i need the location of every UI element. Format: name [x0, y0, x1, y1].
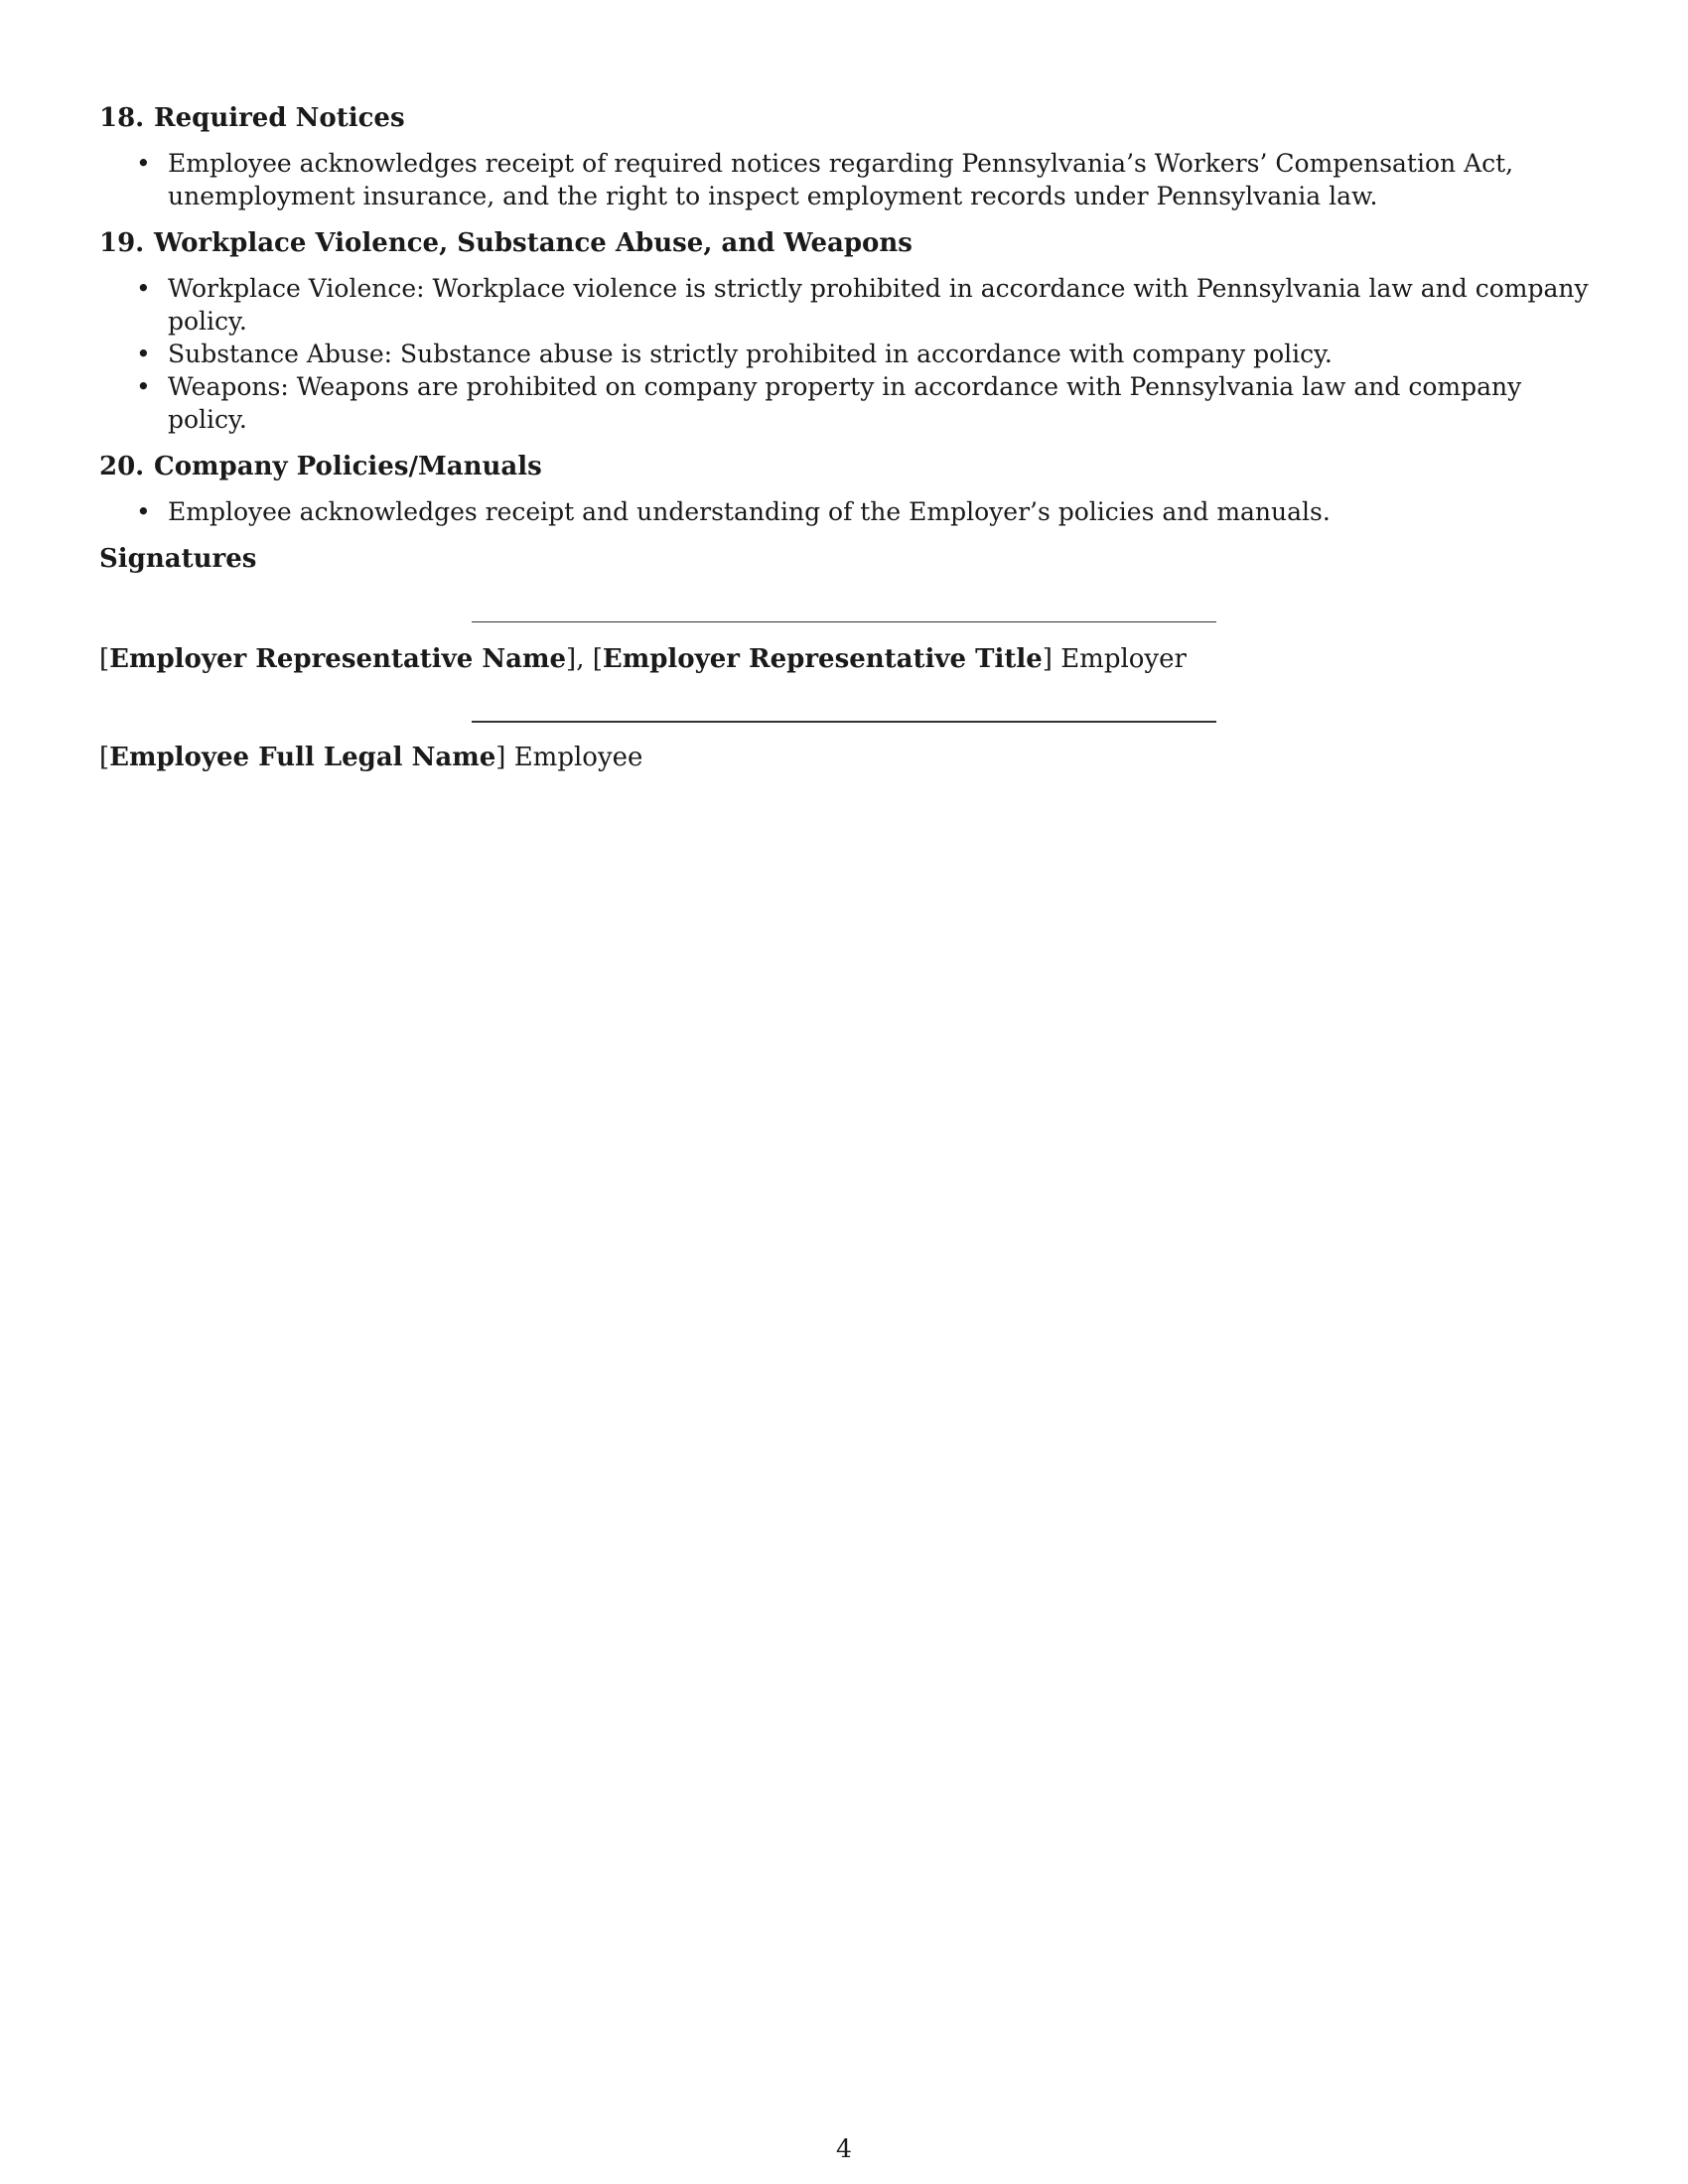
- list-item-text: Employee acknowledges receipt of required notices regarding Pennsylvania’s Workers’ Compensation Act, unemployment insurance, and the right to inspect employment records under Pennsylvania law.: [168, 149, 1514, 210]
- employee-role: Employee: [513, 743, 643, 772]
- document-page: [99, 99, 1599, 776]
- list-item-text: Weapons: Weapons are prohibited on company property in accordance with Pennsylvania law and company policy.: [168, 372, 1522, 434]
- section-number: 19.: [99, 228, 145, 258]
- bullet-icon: •: [136, 497, 151, 526]
- section-number: 20.: [99, 452, 145, 481]
- list-item-text: Substance Abuse: Substance abuse is strictly prohibited in accordance with company policy.: [168, 340, 1333, 368]
- list-item: [99, 370, 1599, 436]
- section-heading: [99, 448, 1599, 485]
- employer-signature-line[interactable]: [472, 621, 1216, 622]
- employee-full-name: Employee Full Legal Name: [109, 743, 496, 772]
- list-item-text: Employee acknowledges receipt and understanding of the Employer’s policies and manuals.: [168, 497, 1331, 526]
- page-number: 4: [836, 2134, 852, 2163]
- employer-rep-name: Employer Representative Name: [109, 644, 567, 674]
- bullet-icon: •: [136, 149, 151, 178]
- bullet-list: [99, 495, 1599, 528]
- section-title: Required Notices: [154, 103, 405, 133]
- signature-block: [99, 578, 1599, 776]
- list-item: [99, 147, 1599, 212]
- section-workplace-violence: [99, 224, 1599, 436]
- list-item: [99, 272, 1599, 338]
- list-item: [99, 338, 1599, 370]
- bullet-list: [99, 272, 1599, 436]
- employer-rep-title: Employer Representative Title: [602, 644, 1043, 674]
- employee-signature-label: [Employee Full Legal Name] Employee: [99, 743, 643, 772]
- bullet-icon: •: [136, 274, 151, 303]
- section-title: Company Policies/Manuals: [154, 452, 542, 481]
- section-number: 18.: [99, 103, 145, 133]
- bullet-icon: •: [136, 372, 151, 401]
- bullet-icon: •: [136, 340, 151, 368]
- section-required-notices: [99, 99, 1599, 212]
- section-heading: [99, 224, 1599, 262]
- section-title: Workplace Violence, Substance Abuse, and Weapons: [154, 228, 913, 258]
- signatures-heading: Signatures: [99, 544, 257, 574]
- section-heading: [99, 99, 1599, 137]
- employee-signature-line[interactable]: [472, 721, 1216, 723]
- section-company-policies: [99, 448, 1599, 528]
- list-item: [99, 495, 1599, 528]
- list-item-text: Workplace Violence: Workplace violence is strictly prohibited in accordance with Pennsylvania law and company policy.: [168, 274, 1589, 336]
- employer-role: Employer: [1060, 644, 1187, 674]
- employer-signature-label: [Employer Representative Name], [Employer Representative Title] Employer: [99, 644, 1187, 674]
- bullet-list: [99, 147, 1599, 212]
